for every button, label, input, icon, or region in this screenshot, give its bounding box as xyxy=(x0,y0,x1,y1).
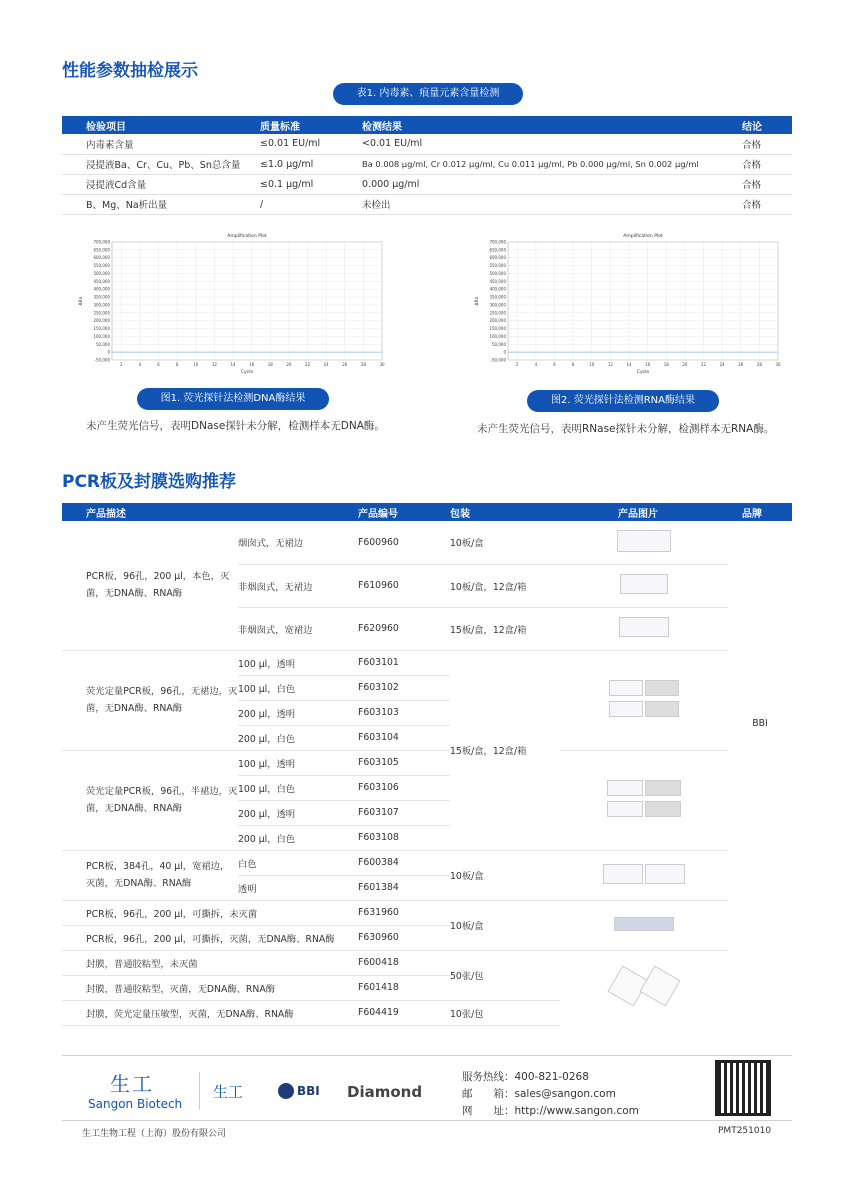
x-tick-label: 18 xyxy=(663,362,669,367)
cell: F603104 xyxy=(358,725,450,750)
th-item: 检验项目 xyxy=(62,116,260,134)
cell: F631960 xyxy=(358,900,450,925)
table-row xyxy=(62,174,792,194)
y-tick-label: 300,000 xyxy=(489,302,506,308)
table-row xyxy=(62,950,792,975)
y-tick-label: 0 xyxy=(503,349,506,355)
x-tick-label: 22 xyxy=(700,362,707,367)
x-tick-label: 20 xyxy=(286,362,292,367)
plot-area xyxy=(508,242,778,360)
cell: 10板/盒，12盒/箱 xyxy=(450,564,560,607)
cell: ≤0.01 EU/ml xyxy=(260,134,362,154)
x-tick-label: 26 xyxy=(738,362,744,367)
x-tick-label: 8 xyxy=(571,362,575,367)
y-tick-label: 50,000 xyxy=(96,341,110,347)
x-tick-label: 18 xyxy=(267,362,273,367)
cell: F604419 xyxy=(358,1000,450,1025)
y-tick-label: 350,000 xyxy=(489,294,506,300)
chart-title: Amplification Plot xyxy=(623,234,663,239)
group-desc: PCR板，384孔，40 μl，宽裙边，灭菌，无DNA酶、RNA酶 xyxy=(62,850,238,900)
email-label: 邮 箱： xyxy=(462,1088,515,1100)
section1-title: 性能参数抽检展示 xyxy=(62,61,198,81)
quality-table xyxy=(62,116,792,215)
brand-spacer xyxy=(728,975,792,1000)
y-tick-label: 400,000 xyxy=(489,286,506,292)
strip-plate-image xyxy=(560,900,728,950)
plot-area xyxy=(112,242,382,360)
cell: F600960 xyxy=(358,521,450,564)
sangon-logo-2: 生工 xyxy=(213,1083,244,1101)
cell: 合格 xyxy=(742,154,792,174)
cell: B、Mg、Na析出量 xyxy=(62,194,260,214)
brand-cell: BBI xyxy=(752,717,768,729)
cell: 200 μl，白色 xyxy=(238,725,358,750)
cell: F600418 xyxy=(358,950,450,975)
x-tick-label: 2 xyxy=(120,362,123,367)
x-tick-label: 24 xyxy=(323,362,329,367)
cell: F603106 xyxy=(358,775,450,800)
y-tick-label: -50,000 xyxy=(490,357,506,363)
y-tick-label: 650,000 xyxy=(489,247,506,253)
plate-image xyxy=(560,564,728,607)
cell: 封膜，普通胶粘型，灭菌，无DNA酶、RNA酶 xyxy=(62,975,358,1000)
bbi-logo: BBI xyxy=(297,1084,320,1098)
table-row xyxy=(62,850,792,875)
x-tick-label: 30 xyxy=(775,362,781,367)
y-tick-label: 300,000 xyxy=(93,302,110,308)
hotline: 服务热线：400-821-0268 xyxy=(462,1071,589,1083)
y-tick-label: 100,000 xyxy=(489,333,506,339)
doc-code: PMT251010 xyxy=(718,1126,772,1136)
y-tick-label: 100,000 xyxy=(93,333,110,339)
qpcr-plate-image xyxy=(560,650,728,750)
cell: ≤0.1 μg/ml xyxy=(260,174,362,194)
email-row xyxy=(462,1086,616,1101)
cell: <0.01 EU/ml xyxy=(362,134,742,154)
y-tick-label: 0 xyxy=(107,349,110,355)
cell: 100 μl，透明 xyxy=(238,650,358,675)
cell: 合格 xyxy=(742,174,792,194)
cell: 15板/盒，12盒/箱 xyxy=(450,607,560,650)
fig1-desc: 未产生荧光信号，表明DNase探针未分解，检测样本无DNA酶。 xyxy=(86,420,385,432)
y-tick-label: 50,000 xyxy=(492,341,506,347)
cell: F600384 xyxy=(358,850,450,875)
qpcr-plate-image xyxy=(560,750,728,850)
x-tick-label: 10 xyxy=(589,362,595,367)
cell: 烟囱式，无裙边 xyxy=(238,521,358,564)
cell: 0.000 μg/ml xyxy=(362,174,742,194)
cell: / xyxy=(260,194,362,214)
x-tick-label: 28 xyxy=(756,362,762,367)
y-tick-label: 550,000 xyxy=(489,263,506,269)
company-name: 生工生物工程（上海）股份有限公司 xyxy=(82,1129,227,1139)
cell: 非烟囱式，无裙边 xyxy=(238,564,358,607)
diamond-logo: Diamond xyxy=(347,1083,423,1101)
table-row xyxy=(62,521,792,564)
cell: F603101 xyxy=(358,650,450,675)
x-tick-label: 28 xyxy=(360,362,366,367)
y-tick-label: 700,000 xyxy=(489,239,506,245)
table-row xyxy=(62,650,792,675)
cell: 100 μl，白色 xyxy=(238,775,358,800)
x-tick-label: 20 xyxy=(682,362,688,367)
footer-divider xyxy=(62,1055,792,1056)
table-row xyxy=(62,194,792,214)
cell: 透明 xyxy=(238,875,358,900)
email-link[interactable]: sales@sangon.com xyxy=(514,1088,616,1100)
x-tick-label: 2 xyxy=(516,362,519,367)
cell: F603102 xyxy=(358,675,450,700)
y-tick-label: 200,000 xyxy=(489,318,506,324)
x-axis-label: Cycle xyxy=(636,370,650,375)
th-pack: 包装 xyxy=(450,503,560,521)
logo-divider xyxy=(199,1072,200,1110)
cell: 浸提液Cd含量 xyxy=(62,174,260,194)
y-tick-label: 600,000 xyxy=(93,255,110,261)
x-tick-label: 10 xyxy=(193,362,199,367)
th-image: 产品图片 xyxy=(560,503,728,521)
cell: F610960 xyxy=(358,564,450,607)
cell: F601418 xyxy=(358,975,450,1000)
x-axis-label: Cycle xyxy=(240,370,254,375)
y-axis-label: ΔRn xyxy=(475,296,480,306)
cell: 合格 xyxy=(742,194,792,214)
amplification-plot-rna xyxy=(468,230,788,378)
cell: F603105 xyxy=(358,750,450,775)
y-tick-label: 500,000 xyxy=(489,270,506,276)
cell: 封膜，荧光定量压敏型，灭菌，无DNA酶、RNA酶 xyxy=(62,1000,358,1025)
pack-cell: 10板/盒 xyxy=(450,850,560,900)
cell: 合格 xyxy=(742,134,792,154)
footer-divider-2 xyxy=(62,1120,792,1121)
th-conclusion: 结论 xyxy=(742,116,792,134)
y-tick-label: -50,000 xyxy=(94,357,110,363)
pack-cell: 10张/包 xyxy=(450,1000,560,1025)
qr-code-icon xyxy=(715,1060,771,1116)
x-tick-label: 30 xyxy=(379,362,385,367)
x-tick-label: 8 xyxy=(175,362,179,367)
seal-film-image xyxy=(560,950,728,1025)
web-link[interactable]: http://www.sangon.com xyxy=(514,1105,639,1117)
fig2-desc: 未产生荧光信号，表明RNase探针未分解，检测样本无RNA酶。 xyxy=(477,423,775,435)
fig2-caption: 图2. 荧光探针法检测RNA酶结果 xyxy=(527,390,719,412)
y-tick-label: 150,000 xyxy=(489,326,506,332)
plate-image xyxy=(560,521,728,564)
cell: F603107 xyxy=(358,800,450,825)
y-tick-label: 700,000 xyxy=(93,239,110,245)
cell: 200 μl，透明 xyxy=(238,700,358,725)
web-row xyxy=(462,1103,639,1118)
cell: 100 μl，白色 xyxy=(238,675,358,700)
th-standard: 质量标准 xyxy=(260,116,362,134)
bbi-logo-icon xyxy=(278,1083,294,1099)
cell: 白色 xyxy=(238,850,358,875)
y-tick-label: 150,000 xyxy=(93,326,110,332)
y-tick-label: 350,000 xyxy=(93,294,110,300)
y-tick-label: 450,000 xyxy=(489,278,506,284)
cell: PCR板，96孔，200 μl，可撕拆，灭菌，无DNA酶、RNA酶 xyxy=(62,925,358,950)
chart-dna xyxy=(72,230,392,378)
x-tick-label: 26 xyxy=(342,362,348,367)
cell: 内毒素含量 xyxy=(62,134,260,154)
y-tick-label: 250,000 xyxy=(93,310,110,316)
x-tick-label: 4 xyxy=(138,362,142,367)
cell: 10板/盒 xyxy=(450,521,560,564)
x-tick-label: 16 xyxy=(249,362,255,367)
cell: 非烟囱式，宽裙边 xyxy=(238,607,358,650)
y-tick-label: 450,000 xyxy=(93,278,110,284)
pack-cell: 15板/盒，12盒/箱 xyxy=(450,650,560,850)
x-tick-label: 6 xyxy=(157,362,160,367)
x-tick-label: 16 xyxy=(645,362,651,367)
brand-spacer xyxy=(728,950,792,975)
x-tick-label: 4 xyxy=(534,362,538,367)
table1-caption: 表1. 内毒素、痕量元素含量检测 xyxy=(333,83,523,105)
section2-title: PCR板及封膜选购推荐 xyxy=(62,472,237,492)
cell: 未检出 xyxy=(362,194,742,214)
table-row xyxy=(62,134,792,154)
y-tick-label: 400,000 xyxy=(93,286,110,292)
x-tick-label: 12 xyxy=(211,362,217,367)
th-code: 产品编号 xyxy=(358,503,450,521)
y-tick-label: 200,000 xyxy=(93,318,110,324)
y-tick-label: 500,000 xyxy=(93,270,110,276)
sangon-logo-en: Sangon Biotech xyxy=(88,1097,183,1111)
th-result: 检测结果 xyxy=(362,116,742,134)
th-brand: 品牌 xyxy=(728,503,792,521)
web-label: 网 址： xyxy=(462,1105,515,1117)
table-row xyxy=(62,750,792,775)
384-plate-image xyxy=(560,850,728,900)
cell: 200 μl，白色 xyxy=(238,825,358,850)
x-tick-label: 14 xyxy=(230,362,236,367)
cell: 200 μl，透明 xyxy=(238,800,358,825)
brand-spacer xyxy=(728,1000,792,1025)
cell: F603108 xyxy=(358,825,450,850)
cell: F620960 xyxy=(358,607,450,650)
chart-rna xyxy=(468,230,788,378)
chart-title: Amplification Plot xyxy=(227,234,267,239)
group-desc: 荧光定量PCR板，96孔，半裙边，灭菌，无DNA酶、RNA酶 xyxy=(62,750,238,850)
y-tick-label: 250,000 xyxy=(489,310,506,316)
table-row xyxy=(62,154,792,174)
cell: F603103 xyxy=(358,700,450,725)
th-desc: 产品描述 xyxy=(62,503,358,521)
cell: PCR板，96孔，200 μl，可撕拆，未灭菌 xyxy=(62,900,358,925)
cell: F601384 xyxy=(358,875,450,900)
table-row xyxy=(62,900,792,925)
x-tick-label: 14 xyxy=(626,362,632,367)
plate-image xyxy=(560,607,728,650)
y-axis-label: ΔRn xyxy=(79,296,84,306)
fig1-caption: 图1. 荧光探针法检测DNA酶结果 xyxy=(137,388,329,410)
cell: 浸提液Ba、Cr、Cu、Pb、Sn总含量 xyxy=(62,154,260,174)
sangon-logo-cn: 生工 xyxy=(110,1072,154,1096)
group-desc: 荧光定量PCR板，96孔，无裙边，灭菌，无DNA酶、RNA酶 xyxy=(62,650,238,750)
y-tick-label: 650,000 xyxy=(93,247,110,253)
x-tick-label: 6 xyxy=(553,362,556,367)
group-desc: PCR板，96孔，200 μl，本色，灭菌，无DNA酶、RNA酶 xyxy=(62,521,238,650)
cell: 100 μl，透明 xyxy=(238,750,358,775)
pack-cell: 10板/盒 xyxy=(450,900,560,950)
x-tick-label: 12 xyxy=(607,362,613,367)
y-tick-label: 600,000 xyxy=(489,255,506,261)
x-tick-label: 24 xyxy=(719,362,725,367)
cell: Ba 0.008 μg/ml, Cr 0.012 μg/ml, Cu 0.011 μg/ml, Pb 0.000 μg/ml, Sn 0.002 μg/ml xyxy=(362,154,742,174)
pack-cell: 50张/包 xyxy=(450,950,560,1000)
cell: F630960 xyxy=(358,925,450,950)
y-tick-label: 550,000 xyxy=(93,263,110,269)
x-tick-label: 22 xyxy=(304,362,311,367)
cell: ≤1.0 μg/ml xyxy=(260,154,362,174)
cell: 封膜，普通胶粘型，未灭菌 xyxy=(62,950,358,975)
product-table xyxy=(62,503,792,1026)
amplification-plot-dna xyxy=(72,230,392,378)
